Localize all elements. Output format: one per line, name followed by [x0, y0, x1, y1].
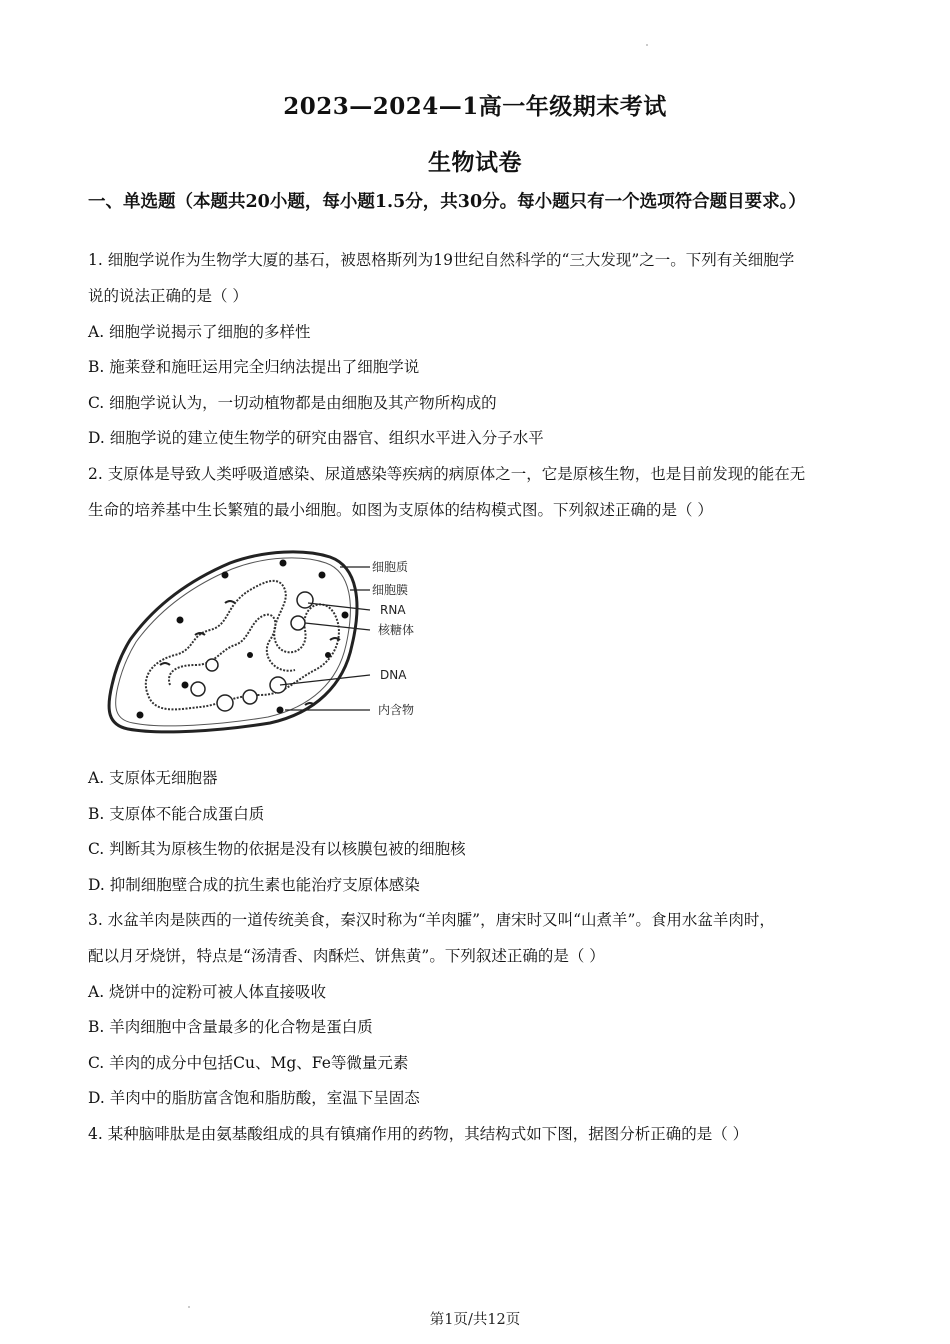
q3-option-d: D. 羊肉中的脂肪富含饱和脂肪酸，室温下呈固态 [88, 1089, 420, 1107]
q3-option-a: A. 烧饼中的淀粉可被人体直接吸收 [88, 983, 327, 1001]
label-rna: RNA [380, 603, 406, 617]
page-footer: 第1页/共12页 [429, 1312, 521, 1328]
q2-stem-line2: 生命的培养基中生长繁殖的最小细胞。如图为支原体的结构模式图。下列叙述正确的是（ ） [88, 501, 713, 519]
q2-stem-line1: 2. 支原体是导致人类呼吸道感染、尿道感染等疾病的病原体之一，它是原核生物，也是目前发现的能在无 [88, 465, 806, 483]
label-cytoplasm: 细胞质 [372, 560, 409, 574]
exam-subtitle: 生物试卷 [428, 149, 522, 176]
q2-option-c: C. 判断其为原核生物的依据是没有以核膜包被的细胞核 [88, 840, 466, 858]
label-membrane: 细胞膜 [372, 583, 409, 597]
q2-option-d: D. 抑制细胞壁合成的抗生素也能治疗支原体感染 [88, 876, 420, 894]
mycoplasma-diagram [100, 545, 440, 740]
q1-option-b: B. 施莱登和施旺运用完全归纳法提出了细胞学说 [88, 358, 420, 376]
q1-stem-line2: 说的说法正确的是（ ） [88, 287, 248, 305]
q3-stem-line2: 配以月牙烧饼，特点是“汤清香、肉酥烂、饼焦黄”。下列叙述正确的是（ ） [88, 947, 605, 965]
q2-option-b: B. 支原体不能合成蛋白质 [88, 805, 265, 823]
q1-option-a: A. 细胞学说揭示了细胞的多样性 [88, 323, 311, 341]
q1-option-d: D. 细胞学说的建立使生物学的研究由器官、组织水平进入分子水平 [88, 429, 544, 447]
exam-title: 2023—2024—1高一年级期末考试 [283, 93, 667, 120]
q3-stem-line1: 3. 水盆羊肉是陕西的一道传统美食，秦汉时称为“羊肉臛”，唐宋时又叫“山煮羊”。食用水盆羊肉时， [88, 911, 775, 929]
scan-speck [646, 44, 648, 46]
section-heading: 一、单选题（本题共20小题，每小题1.5分，共30分。每小题只有一个选项符合题目要求。） [88, 192, 806, 212]
q3-option-b: B. 羊肉细胞中含量最多的化合物是蛋白质 [88, 1018, 373, 1036]
q4-stem-line1: 4. 某种脑啡肽是由氨基酸组成的具有镇痛作用的药物，其结构式如下图，据图分析正确的是（ ） [88, 1125, 749, 1143]
label-dna: DNA [380, 668, 407, 682]
q3-option-c: C. 羊肉的成分中包括Cu、Mg、Fe等微量元素 [88, 1054, 409, 1072]
q1-option-c: C. 细胞学说认为，一切动植物都是由细胞及其产物所构成的 [88, 394, 497, 412]
label-ribosome: 核糖体 [378, 623, 415, 637]
q2-option-a: A. 支原体无细胞器 [88, 769, 218, 787]
label-inclusion: 内含物 [378, 703, 415, 717]
ribosome-cluster [191, 592, 313, 711]
q1-stem-line1: 1. 细胞学说作为生物学大厦的基石，被恩格斯列为19世纪自然科学的“三大发现”之一。下列有关细胞学 [88, 251, 795, 269]
